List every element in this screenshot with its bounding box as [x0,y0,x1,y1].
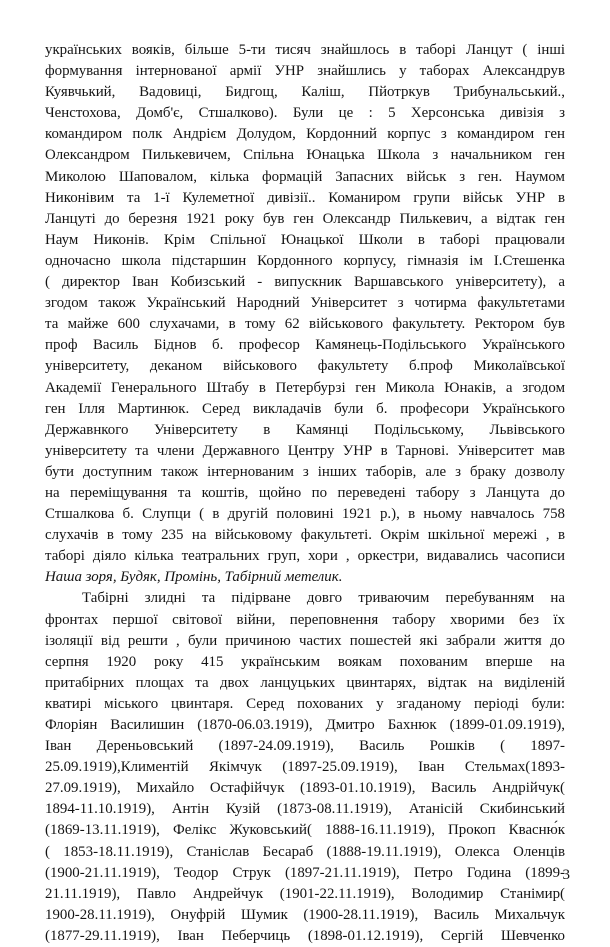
text-line: слухачів в тому 235 на військовому факультеті. Окрім шкільної мережі , в [45,527,565,544]
text-line: серпня 1920 року 415 українським воякам похованим вперше на [45,653,565,670]
text-line: фронтах першої світової війни, переповнення табору хворими без їх [45,611,565,628]
paragraph-2 [45,588,565,947]
text-line: Миколою Шаповалом, кілька формацій Запасних військ з ген. Наумом [45,168,565,185]
text-line: 25.09.1919),Климентій Якімчук (1897-25.09.1919), Іван Стельмах(1893- [45,759,565,776]
italic-text: Наша зоря, Будяк, Промінь, Табірний метелик. [45,569,343,586]
text-line: Табірні злидні та підірване довго триваючим перебуванням на [82,590,565,607]
text-line: на переміщування та коштів, щойно по переведені табору з Ланцута до [45,484,565,501]
text-line: Академії Генерального Штабу в Петербурзі ген Микола Юнаків, а згодом [45,379,565,396]
text-line: університету, деканом військового факультету б.проф Миколаївської [45,358,565,375]
text-line: ( директор Іван Кобизський - випускник Варшавського університету), а [45,274,565,291]
text-line: таборі діяло кілька театральних груп, хори , оркестри, видавались часописи [45,548,565,565]
text-line: (1877-29.11.1919), Іван Пеберчиць (1898-01.12.1919), Сергій Шевченко [45,927,565,944]
text-line: проф Василь Біднов б. професор Камянець-Подільського Українського [45,337,565,354]
text-line: 21.11.1919), Павло Андрейчук (1901-22.11.1919), Володимир Станімир( [45,885,565,902]
text-line: Олександром Пилькевичем, Спільна Юнацька Школа з начальником ген [45,147,565,164]
text-line: Никонівим та 1-ї Кулеметної дивізії.. Команиром групи військ УНР в [45,189,565,206]
text-line: кватирі міського цвинтаря. Серед похованих у згаданому періоді були: [45,695,565,712]
paragraph-1 [45,40,565,588]
text-line: ген Ілля Мартинюк. Серед викладачів були б. професори Українського [45,400,565,417]
text-line: Флоріян Василишин (1870-06.03.1919), Дмитро Бахнюк (1899-01.09.1919), [45,717,565,733]
text-line: Ченстохова, Домб'є, Стшалково). Були це : 5 Херсонська дивізія з [45,105,565,122]
text-line: ( 1853-18.11.1919), Станіслав Бесараб (1888-19.11.1919), Олекса Оленців [45,843,565,860]
text-line: (1900-21.11.1919), Теодор Струк (1897-21.11.1919), Петро Година (1899- [45,864,565,881]
text-line: Державнкого Університету в Камянці Подільському, Львівського [45,421,565,438]
page-number: 3 [562,867,570,883]
italic-periodicals-line [45,567,565,588]
page-body [45,40,565,947]
text-line: Стшалкова б. Слупци ( в другій половині 1921 р.), в ньому навчалось 758 [45,506,565,523]
text-line: формування інтернованої армії УНР знайшлись у таборах Александрув [45,63,565,80]
text-line: 27.09.1919), Михайло Остафійчук (1893-01.10.1919), Василь Андрійчук( [45,780,565,797]
text-line: Ланцуті до березня 1921 року був ген Олександр Пилькевич, а відтак ген [45,210,565,227]
text-line: Наум Никонів. Крім Спільної Юнацької Школи в таборі працювали [45,231,565,248]
text-line: 1894-11.10.1919), Антін Кузій (1873-08.11.1919), Атанісій Скибинський [45,801,565,818]
text-line: університету та члени Державного Центру УНР в Тарнові. Університет мав [45,442,565,459]
text-line: та майже 600 слухачами, в тому 62 військового факультету. Ректором був [45,316,565,333]
text-line: притабірних площах та двох ланцуцьких цвинтарях, відтак на виділеній [45,674,565,691]
text-line: 1900-28.11.1919), Онуфрій Шумик (1900-28.11.1919), Василь Михальчук [45,906,565,923]
text-line: згодом також Український Народний Університет з чотирма факультетами [45,295,565,312]
text-line: командиром полк Андрієм Долудом, Кордонний корпус з командиром ген [45,126,565,143]
text-line: Куявчький, Вадовиці, Бидгощ, Каліш, Пйотркув Трибунальський., [45,84,565,101]
text-line: бути доступним також інтернованим з інших таборів, але з браку дозволу [45,463,565,480]
text-line: українських вояків, більше 5-ти тисяч знайшлось в таборі Ланцут ( інші [45,42,565,58]
text-line: одночасно школа підстаршин Кордонного корпусу, гімназія ім І.Стешенка [45,252,565,269]
text-line: (1869-13.11.1919), Фелікс Жуковський( 1888-16.11.1919), Прокоп Квасню́к [45,822,565,839]
text-line: ізоляції від решти , були причиною частих пошестей які забрали життя до [45,632,565,649]
text-line: Іван Дереньовський (1897-24.09.1919), Василь Рошків ( 1897- [45,738,565,755]
